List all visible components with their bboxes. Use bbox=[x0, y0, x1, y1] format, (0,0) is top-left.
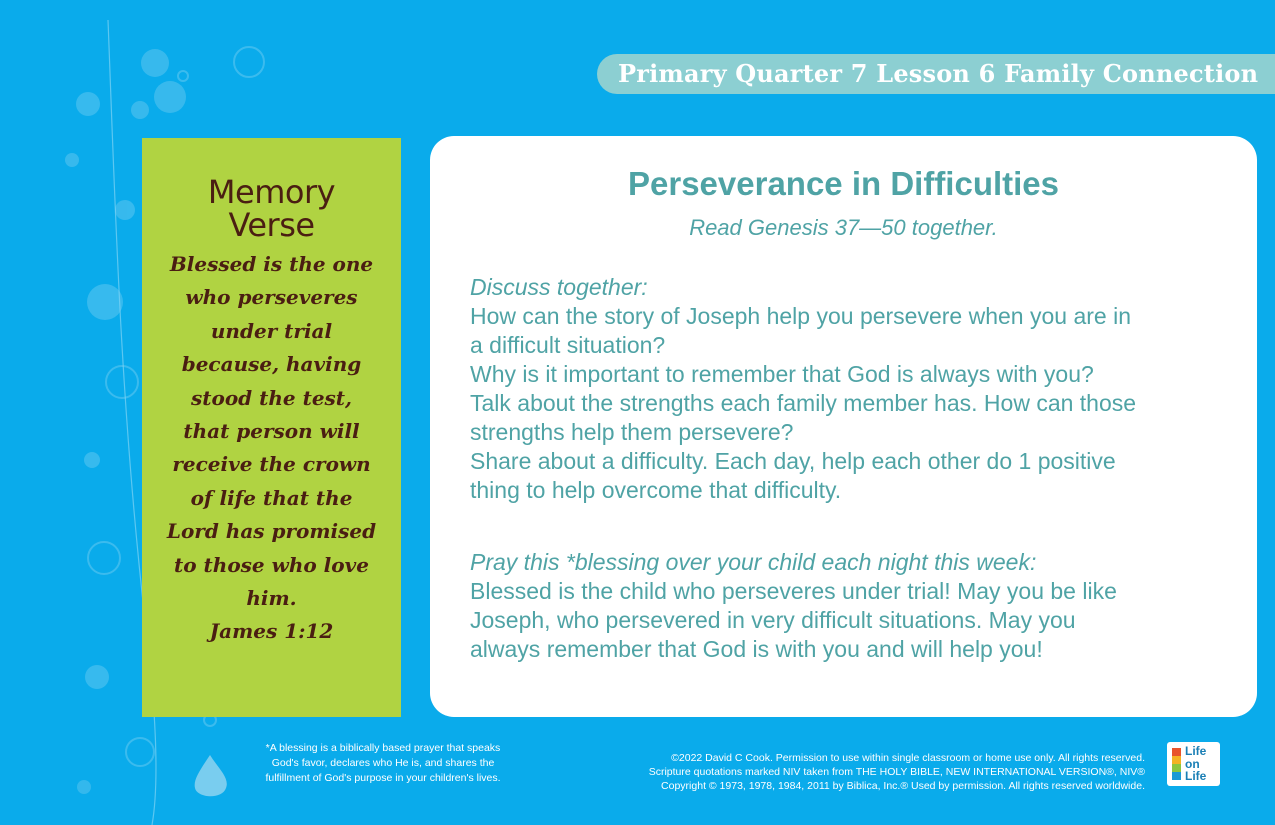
verse-line: him. bbox=[246, 586, 297, 611]
discuss-line: strengths help them persevere? bbox=[470, 419, 794, 445]
verse-line: to those who love bbox=[174, 552, 369, 577]
verse-line: of life that the bbox=[190, 485, 353, 510]
copyright-line: ©2022 David C Cook. Permission to use within single classroom or home use only. All rights reserved. bbox=[671, 752, 1145, 764]
discuss-line: thing to help overcome that difficulty. bbox=[470, 477, 842, 503]
discuss-line: Talk about the strengths each family member has. How can those bbox=[470, 390, 1137, 416]
blessing-footnote bbox=[247, 741, 519, 786]
verse-line: under trial bbox=[210, 318, 333, 343]
memory-title-line: Verse bbox=[228, 206, 315, 244]
verse-reference: James 1:12 bbox=[209, 619, 334, 644]
logo-line: Life bbox=[1185, 769, 1207, 783]
prayer-line: Joseph, who persevered in very difficult situations. May you bbox=[470, 607, 1076, 633]
life-on-life-logo bbox=[1167, 742, 1220, 786]
footnote-line: *A blessing is a biblically based prayer that speaks bbox=[265, 742, 501, 754]
memory-verse-panel bbox=[142, 138, 401, 717]
memory-title-line: Memory bbox=[207, 173, 336, 211]
copyright-line: Scripture quotations marked NIV taken from THE HOLY BIBLE, NEW INTERNATIONAL VERSION®, NIV® bbox=[648, 766, 1145, 778]
logo-text bbox=[1185, 745, 1206, 783]
prayer-heading: Pray this *blessing over your child each night this week: bbox=[470, 549, 1037, 575]
lesson-title: Perseverance in Difficulties bbox=[627, 165, 1060, 202]
prayer-line: Blessed is the child who perseveres under trial! May you be like bbox=[470, 578, 1117, 604]
footnote-line: God's favor, declares who He is, and shares the bbox=[271, 757, 495, 769]
lesson-subtitle: Read Genesis 37—50 together. bbox=[689, 215, 998, 240]
lesson-card bbox=[430, 136, 1257, 717]
memory-verse-heading bbox=[142, 173, 401, 244]
verse-line: stood the test, bbox=[190, 385, 352, 410]
prayer-line: always remember that God is with you and will help you! bbox=[470, 636, 1043, 662]
logo-line: Life bbox=[1185, 744, 1207, 758]
footnote-line: fulfillment of God's purpose in your children's lives. bbox=[265, 772, 501, 784]
discuss-line: Share about a difficulty. Each day, help each other do 1 positive bbox=[470, 448, 1116, 474]
verse-line: Lord has promised bbox=[166, 519, 377, 544]
discuss-section bbox=[470, 273, 1230, 505]
verse-line: Blessed is the one bbox=[169, 252, 374, 276]
verse-line: because, having bbox=[181, 352, 362, 377]
discuss-heading: Discuss together: bbox=[470, 274, 648, 300]
memory-verse-text bbox=[162, 248, 382, 615]
discuss-line: a difficult situation? bbox=[470, 332, 666, 358]
logo-bars-icon bbox=[1172, 748, 1181, 780]
copyright-notice bbox=[555, 751, 1145, 793]
discuss-line: How can the story of Joseph help you persevere when you are in bbox=[470, 303, 1131, 329]
discuss-line: Why is it important to remember that God is always with you? bbox=[470, 361, 1094, 387]
verse-line: that person will bbox=[183, 419, 360, 444]
verse-line: receive the crown bbox=[172, 452, 371, 477]
verse-line: who perseveres bbox=[185, 285, 358, 310]
logo-line: on bbox=[1185, 756, 1200, 771]
copyright-line: Copyright © 1973, 1978, 1984, 2011 by Biblica, Inc.® Used by permission. All rights reserved worldwide. bbox=[661, 780, 1145, 792]
page-title: Primary Quarter 7 Lesson 6 Family Connection bbox=[618, 59, 1259, 88]
prayer-section bbox=[470, 548, 1230, 664]
